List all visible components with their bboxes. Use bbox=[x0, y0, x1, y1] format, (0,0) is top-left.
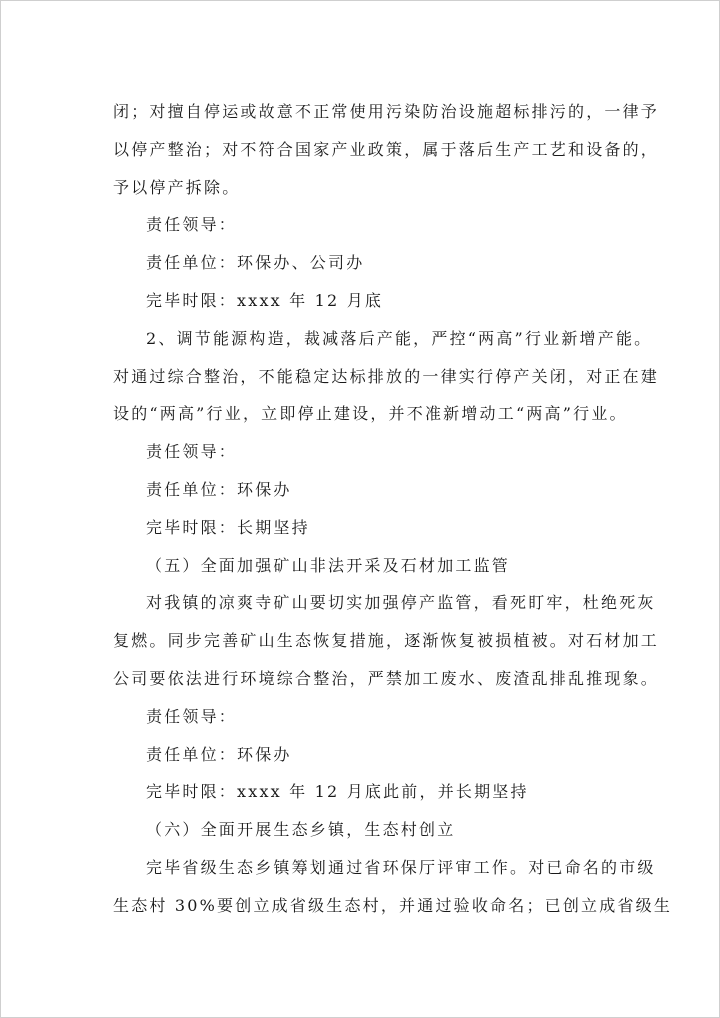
text-line: 完毕省级生态乡镇筹划通过省环保厅评审工作。对已命名的市级 bbox=[146, 857, 656, 877]
text-line: 责任领导： bbox=[146, 442, 238, 462]
text-line: 设的“两高”行业，立即停止建设，并不准新增动工“两高”行业。 bbox=[113, 404, 628, 424]
text-line: 复燃。同步完善矿山生态恢复措施，逐渐恢复被损植被。对石材加工 bbox=[113, 631, 660, 651]
text-line: 予以停产拆除。 bbox=[113, 177, 241, 197]
text-line: 对我镇的凉爽寺矿山要切实加强停产监管，看死盯牢，杜绝死灰 bbox=[146, 593, 656, 613]
text-line: 责任单位：环保办 bbox=[146, 744, 292, 764]
text-line: 完毕时限：长期坚持 bbox=[146, 517, 310, 537]
text-line: 责任领导： bbox=[146, 706, 238, 726]
text-line: （六）全面开展生态乡镇，生态村创立 bbox=[146, 820, 456, 840]
text-line: 完毕时限：xxxx 年 12 月底此前，并长期坚持 bbox=[146, 782, 529, 802]
text-line: 责任领导： bbox=[146, 215, 238, 235]
document-body bbox=[113, 93, 673, 925]
text-line: 2、调节能源构造，裁减落后产能，严控“两高”行业新增产能。 bbox=[146, 328, 653, 348]
text-line: 责任单位：环保办 bbox=[146, 479, 292, 499]
text-line: 生态村 30%要创立成省级生态村，并通过验收命名；已创立成省级生 bbox=[113, 895, 673, 915]
text-line: 以停产整治；对不符合国家产业政策，属于落后生产工艺和设备的， bbox=[113, 139, 660, 159]
text-line: 对通过综合整治，不能稳定达标排放的一律实行停产关闭，对正在建 bbox=[113, 366, 660, 386]
text-line: 完毕时限：xxxx 年 12 月底 bbox=[146, 290, 384, 310]
text-line: 责任单位：环保办、公司办 bbox=[146, 253, 365, 273]
text-line: 闭；对擅自停运或故意不正常使用污染防治设施超标排污的，一律予 bbox=[113, 102, 660, 121]
text-line: （五）全面加强矿山非法开采及石材加工监管 bbox=[146, 555, 511, 575]
text-line: 公司要依法进行环境综合整治，严禁加工废水、废渣乱排乱推现象。 bbox=[113, 668, 660, 688]
